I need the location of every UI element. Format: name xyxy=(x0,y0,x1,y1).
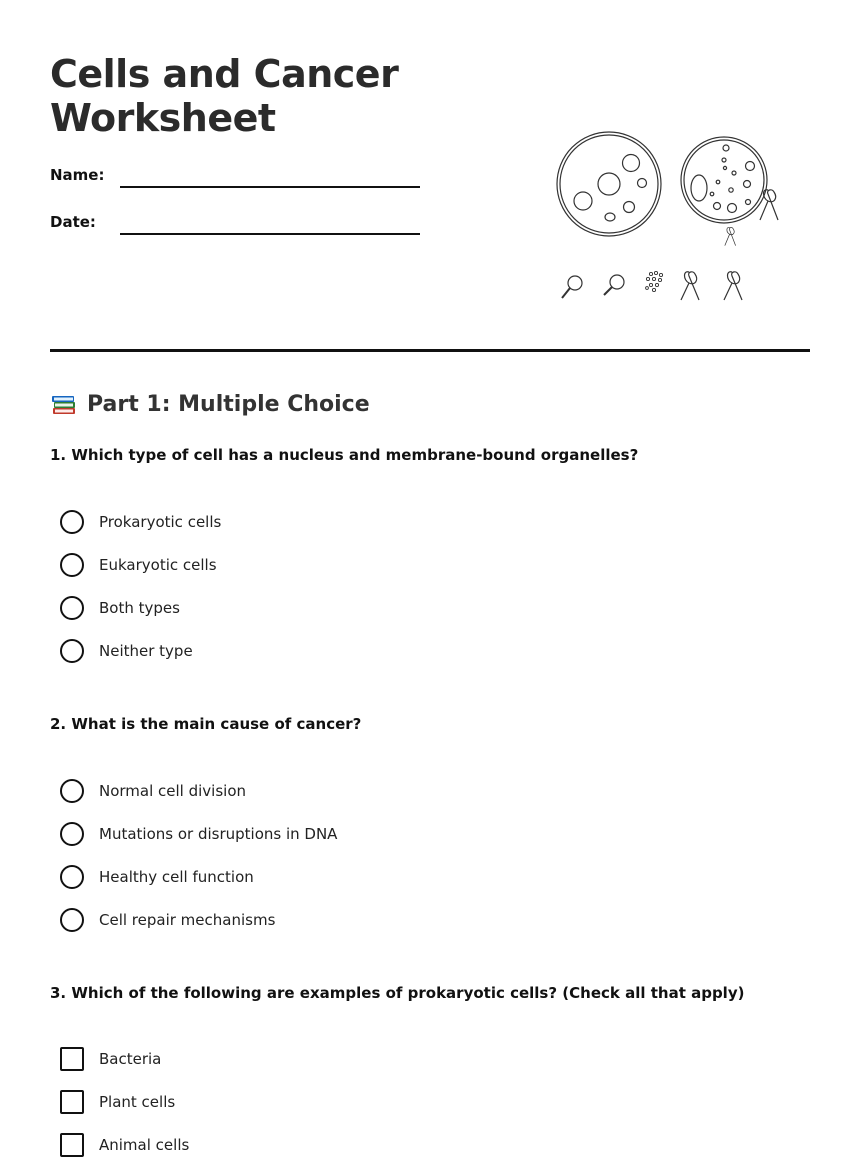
normal-cell-icon xyxy=(557,132,661,236)
question-2: 2. What is the main cause of cancer? xyxy=(50,715,362,733)
name-field-line[interactable] xyxy=(120,186,420,188)
option-label: Prokaryotic cells xyxy=(99,513,222,531)
title-line-2: Worksheet xyxy=(50,96,276,140)
radio-button[interactable] xyxy=(60,553,84,577)
radio-button[interactable] xyxy=(60,596,84,620)
option-label: Neither type xyxy=(99,642,193,660)
option-q3-b[interactable] xyxy=(60,1089,175,1115)
option-q1-a[interactable] xyxy=(60,509,221,535)
option-label: Plant cells xyxy=(99,1093,176,1111)
option-q1-d[interactable] xyxy=(60,638,193,664)
option-label: Mutations or disruptions in DNA xyxy=(99,825,338,843)
worksheet-title xyxy=(50,52,398,140)
section-header-part-1 xyxy=(50,388,370,420)
checkbox[interactable] xyxy=(60,1133,84,1157)
cell-cluster-icon xyxy=(646,271,663,291)
option-label: Eukaryotic cells xyxy=(99,556,217,574)
magnifier-icon xyxy=(604,275,624,295)
radio-button[interactable] xyxy=(60,822,84,846)
option-q3-a[interactable] xyxy=(60,1046,161,1072)
checkbox[interactable] xyxy=(60,1047,84,1071)
checkbox[interactable] xyxy=(60,1090,84,1114)
radio-button[interactable] xyxy=(60,779,84,803)
option-label: Both types xyxy=(99,599,180,617)
radio-button[interactable] xyxy=(60,510,84,534)
question-3: 3. Which of the following are examples of prokaryotic cells? (Check all that apply) xyxy=(50,984,745,1002)
ribbon-icon xyxy=(681,272,699,300)
name-label: Name: xyxy=(50,166,105,184)
option-q2-c[interactable] xyxy=(60,864,254,890)
cancer-cell-icon xyxy=(681,137,767,223)
option-label: Bacteria xyxy=(99,1050,162,1068)
option-q3-c[interactable] xyxy=(60,1132,189,1158)
date-field-line[interactable] xyxy=(120,233,420,235)
cell-illustration xyxy=(550,128,800,308)
title-line-1: Cells and Cancer xyxy=(50,52,399,96)
option-q2-a[interactable] xyxy=(60,778,246,804)
option-q2-d[interactable] xyxy=(60,907,275,933)
magnifier-icon xyxy=(562,276,582,298)
header-divider xyxy=(50,349,810,352)
radio-button[interactable] xyxy=(60,908,84,932)
question-1: 1. Which type of cell has a nucleus and membrane-bound organelles? xyxy=(50,446,639,464)
date-label: Date: xyxy=(50,213,96,231)
option-q2-b[interactable] xyxy=(60,821,337,847)
option-label: Cell repair mechanisms xyxy=(99,911,276,929)
books-icon xyxy=(50,390,78,418)
ribbon-icon xyxy=(724,272,742,300)
option-label: Animal cells xyxy=(99,1136,190,1154)
option-q1-b[interactable] xyxy=(60,552,217,578)
section-title: Part 1: Multiple Choice xyxy=(87,391,370,417)
option-label: Healthy cell function xyxy=(99,868,254,886)
radio-button[interactable] xyxy=(60,865,84,889)
radio-button[interactable] xyxy=(60,639,84,663)
ribbon-icon xyxy=(760,190,778,220)
ribbon-icon xyxy=(725,227,736,245)
option-q1-c[interactable] xyxy=(60,595,180,621)
option-label: Normal cell division xyxy=(99,782,247,800)
